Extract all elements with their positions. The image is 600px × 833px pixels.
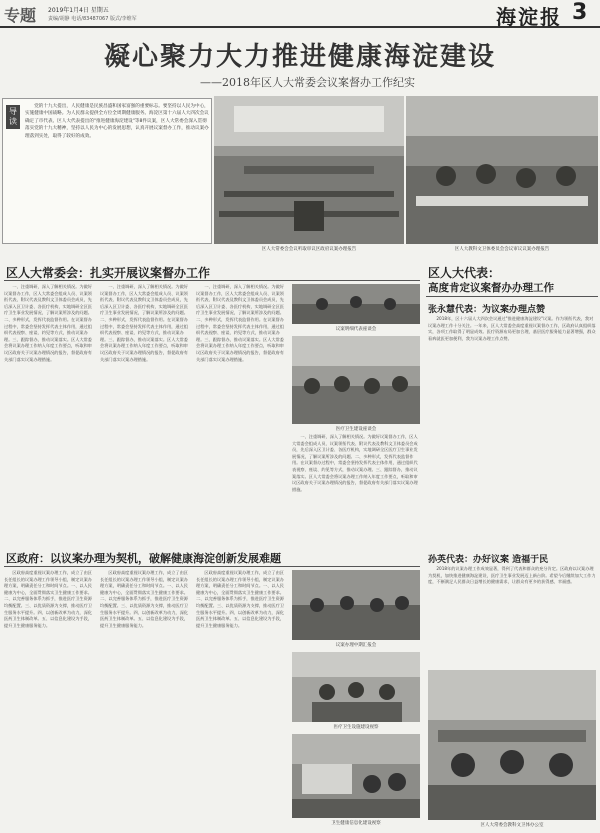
photo-standing-committee-meeting xyxy=(214,96,404,244)
section-2-rule xyxy=(4,566,420,567)
intro-tag: 导读 xyxy=(6,105,20,129)
photo-caption-7: 卫生健康信息化建设视察 xyxy=(331,821,381,826)
section-2-column-b: 区政府高度重视议案办理工作，成立了由区长任组长的议案办理工作领导小组，制定议案办理方案，明确责任分工和时间节点。一、以人民健康为中心，全面贯彻落实卫生健康工作要求。二、以完善服务体系为抓手，推进医疗卫生资源均衡配置。三、以优质资源为支撑，推动医疗卫生服务水平提升。四、以创新改革为动力，深化医药卫生体制改革。五、以信息化建设为手段，提升卫生健康服务能力。 xyxy=(100,570,188,628)
photo-caption-1: 区人大常委会会议听取审议区政府议案办理报告 xyxy=(261,247,357,252)
it-inspection-image xyxy=(292,734,420,818)
section-1-column-b: 一、注重调研，深入了解相关情况。为做好议案督办工作，区人大常委会组成人员、议案领衔代表、附议代表及教科文卫体委员会成员，先后深入区卫计委、各医疗机构，实地调研全区医疗卫生事业发展情况，了解议案所涉及的问题。二、多种形式，发挥代表监督作用。在议案督办过程中，常委会坚持发挥代表主体作用，通过组织代表视察、座谈、约见等方式，推动议案办理。三、跟踪督办，推动议案落实。区人大常委会将议案办理工作纳入年度工作要点，听取和审议区政府关于议案办理情况的报告，督促政府有关部门落实议案办理措施。 xyxy=(100,284,188,362)
intro-box xyxy=(2,98,212,244)
editor-credits: 责编/胡静 电话/83487067 版式/李维军 xyxy=(48,16,137,22)
medical-forum-image xyxy=(292,336,420,424)
midterm-report-image xyxy=(292,570,420,640)
section-3-subtitle: 高度肯定议案督办办理工作 xyxy=(428,282,554,294)
section-1-title: 区人大常委会：扎实开展议案督办工作 xyxy=(6,266,211,280)
page-headline: 凝心聚力大力推进健康海淀建设 xyxy=(103,42,496,72)
photo-caption-2: 区人大教科文卫体委员会会议审议议案办理报告 xyxy=(454,247,550,252)
photo-caption-6: 医疗卫生设施建设视察 xyxy=(333,725,379,730)
section-1-column-a: 一、注重调研，深入了解相关情况。为做好议案督办工作，区人大常委会组成人员、议案领衔代表、附议代表及教科文卫体委员会成员，先后深入区卫计委、各医疗机构，实地调研全区医疗卫生事业发展情况，了解议案所涉及的问题。二、多种形式，发挥代表监督作用。在议案督办过程中，常委会坚持发挥代表主体作用，通过组织代表视察、座谈、约见等方式，推动议案办理。三、跟踪督办，推动议案落实。区人大常委会将议案办理工作纳入年度工作要点，听取和审议区政府关于议案办理情况的报告，督促政府有关部门落实议案办理措施。 xyxy=(4,284,92,362)
intro-text: 党的十九大提出，人民健康是民族昌盛和国家富强的重要标志。要坚持以人民为中心，实施健康中国战略。为人民群众提供全方位全周期健康服务。海淀区第十六届人大四次会议确定了市代表、区人大代表提出的"推进健康海淀建设"等8件议案，区人大常委会深入贯彻落实党的十九大精神，坚持以人民为中心的发展思想，认真开展议案督办工作，推动议案办理落到实处，取得了较好的成效。 xyxy=(25,104,209,139)
photo-caption-8: 区人大常委会教科文卫体办公室 xyxy=(480,823,544,828)
facility-inspection-image xyxy=(292,652,420,722)
section-3-title: 区人大代表： xyxy=(428,266,501,280)
photo-representatives-forum xyxy=(292,284,420,324)
section-2-column-a: 区政府高度重视议案办理工作，成立了由区长任组长的议案办理工作领导小组，制定议案办理方案，明确责任分工和时间节点。一、以人民健康为中心，全面贯彻落实卫生健康工作要求。二、以完善服务体系为抓手，推进医疗卫生资源均衡配置。三、以优质资源为支撑，推动医疗卫生服务水平提升。四、以创新改革为动力，深化医药卫生体制改革。五、以信息化建设为手段，提升卫生健康服务能力。 xyxy=(4,570,92,628)
photo-facility-inspection xyxy=(292,652,420,722)
photo-committee-meeting xyxy=(406,96,598,244)
committee-room-image xyxy=(406,96,598,244)
newspaper-logo: 海淀报 xyxy=(496,5,562,29)
representative-2-heading: 孙英代表：办好议案 造福于民 xyxy=(428,555,549,565)
section-3-text-2: 2018年的议案办理工作成效显著，得到了代表和群众的充分肯定。区政府以议案办理为契机，加快推进健康海淀建设，医疗卫生事业发展迈上新台阶。希望今后继续加大工作力度，不断满足人民群众日益增长的健康需求，让群众有更多的获得感、幸福感。 xyxy=(428,566,596,585)
photo-caption-5: 议案办理中期汇报会 xyxy=(335,643,377,648)
section-label: 专题 xyxy=(4,6,37,25)
photo-medical-forum xyxy=(292,336,420,424)
photo-caption-4: 医疗卫生建设座谈会 xyxy=(335,427,377,432)
representative-1-heading: 张永慧代表：为议案办理点赞 xyxy=(428,305,546,315)
section-2-title: 区政府：以议案办理为契机，破解健康海淀创新发展难题 xyxy=(6,552,281,565)
page-subheadline: ——2018年区人大常委会议案督办工作纪实 xyxy=(200,76,415,89)
photo-midterm-report xyxy=(292,570,420,640)
masthead xyxy=(0,0,600,28)
photo-caption-3: 议案明细代表座谈会 xyxy=(335,327,377,332)
section-2-column-c: 区政府高度重视议案办理工作，成立了由区长任组长的议案办理工作领导小组，制定议案办理方案，明确责任分工和时间节点。一、以人民健康为中心，全面贯彻落实卫生健康工作要求。二、以完善服务体系为抓手，推进医疗卫生资源均衡配置。三、以优质资源为支撑，推动医疗卫生服务水平提升。四、以创新改革为动力，深化医药卫生体制改革。五、以信息化建设为手段，提升卫生健康服务能力。 xyxy=(196,570,284,628)
section-1-column-d: 一、注重调研，深入了解相关情况。为做好议案督办工作，区人大常委会组成人员、议案领衔代表、附议代表及教科文卫体委员会成员，先后深入区卫计委、各医疗机构，实地调研全区医疗卫生事业发展情况，了解议案所涉及的问题。二、多种形式，发挥代表监督作用。在议案督办过程中，常委会坚持发挥代表主体作用，通过组织代表视察、座谈、约见等方式，推动议案办理。三、跟踪督办，推动议案落实。区人大常委会将议案办理工作纳入年度工作要点，听取和审议区政府关于议案办理情况的报告，督促政府有关部门落实议案办理措施。 xyxy=(292,434,418,492)
page-number: 3 xyxy=(572,0,588,25)
photo-it-inspection xyxy=(292,734,420,818)
meeting-hall-image xyxy=(214,96,404,244)
photo-education-office xyxy=(428,670,596,820)
section-1-column-c: 一、注重调研，深入了解相关情况。为做好议案督办工作，区人大常委会组成人员、议案领衔代表、附议代表及教科文卫体委员会成员，先后深入区卫计委、各医疗机构，实地调研全区医疗卫生事业发展情况，了解议案所涉及的问题。二、多种形式，发挥代表监督作用。在议案督办过程中，常委会坚持发挥代表主体作用，通过组织代表视察、座谈、约见等方式，推动议案办理。三、跟踪督办，推动议案落实。区人大常委会将议案办理工作纳入年度工作要点，听取和审议区政府关于议案办理情况的报告，督促政府有关部门落实议案办理措施。 xyxy=(196,284,284,362)
section-3-text-1: 2018年，区十六届人大四次会议通过"推进健康海淀建设"议案。作为领衔代表，我对议案办理工作十分关注。一年来，区人大常委会高度重视议案督办工作，区政府认真组织落实，各项工作取得了明显成效。医疗资源布局更加合理，基层医疗服务能力显著增强，群众看病就医更加便利，我为议案办理工作点赞。 xyxy=(428,316,596,341)
forum-image xyxy=(292,284,420,324)
section-1-rule xyxy=(4,280,420,281)
section-3-rule xyxy=(426,296,598,297)
office-image xyxy=(428,670,596,820)
issue-date: 2019年1月4日 星期五 xyxy=(48,7,109,14)
